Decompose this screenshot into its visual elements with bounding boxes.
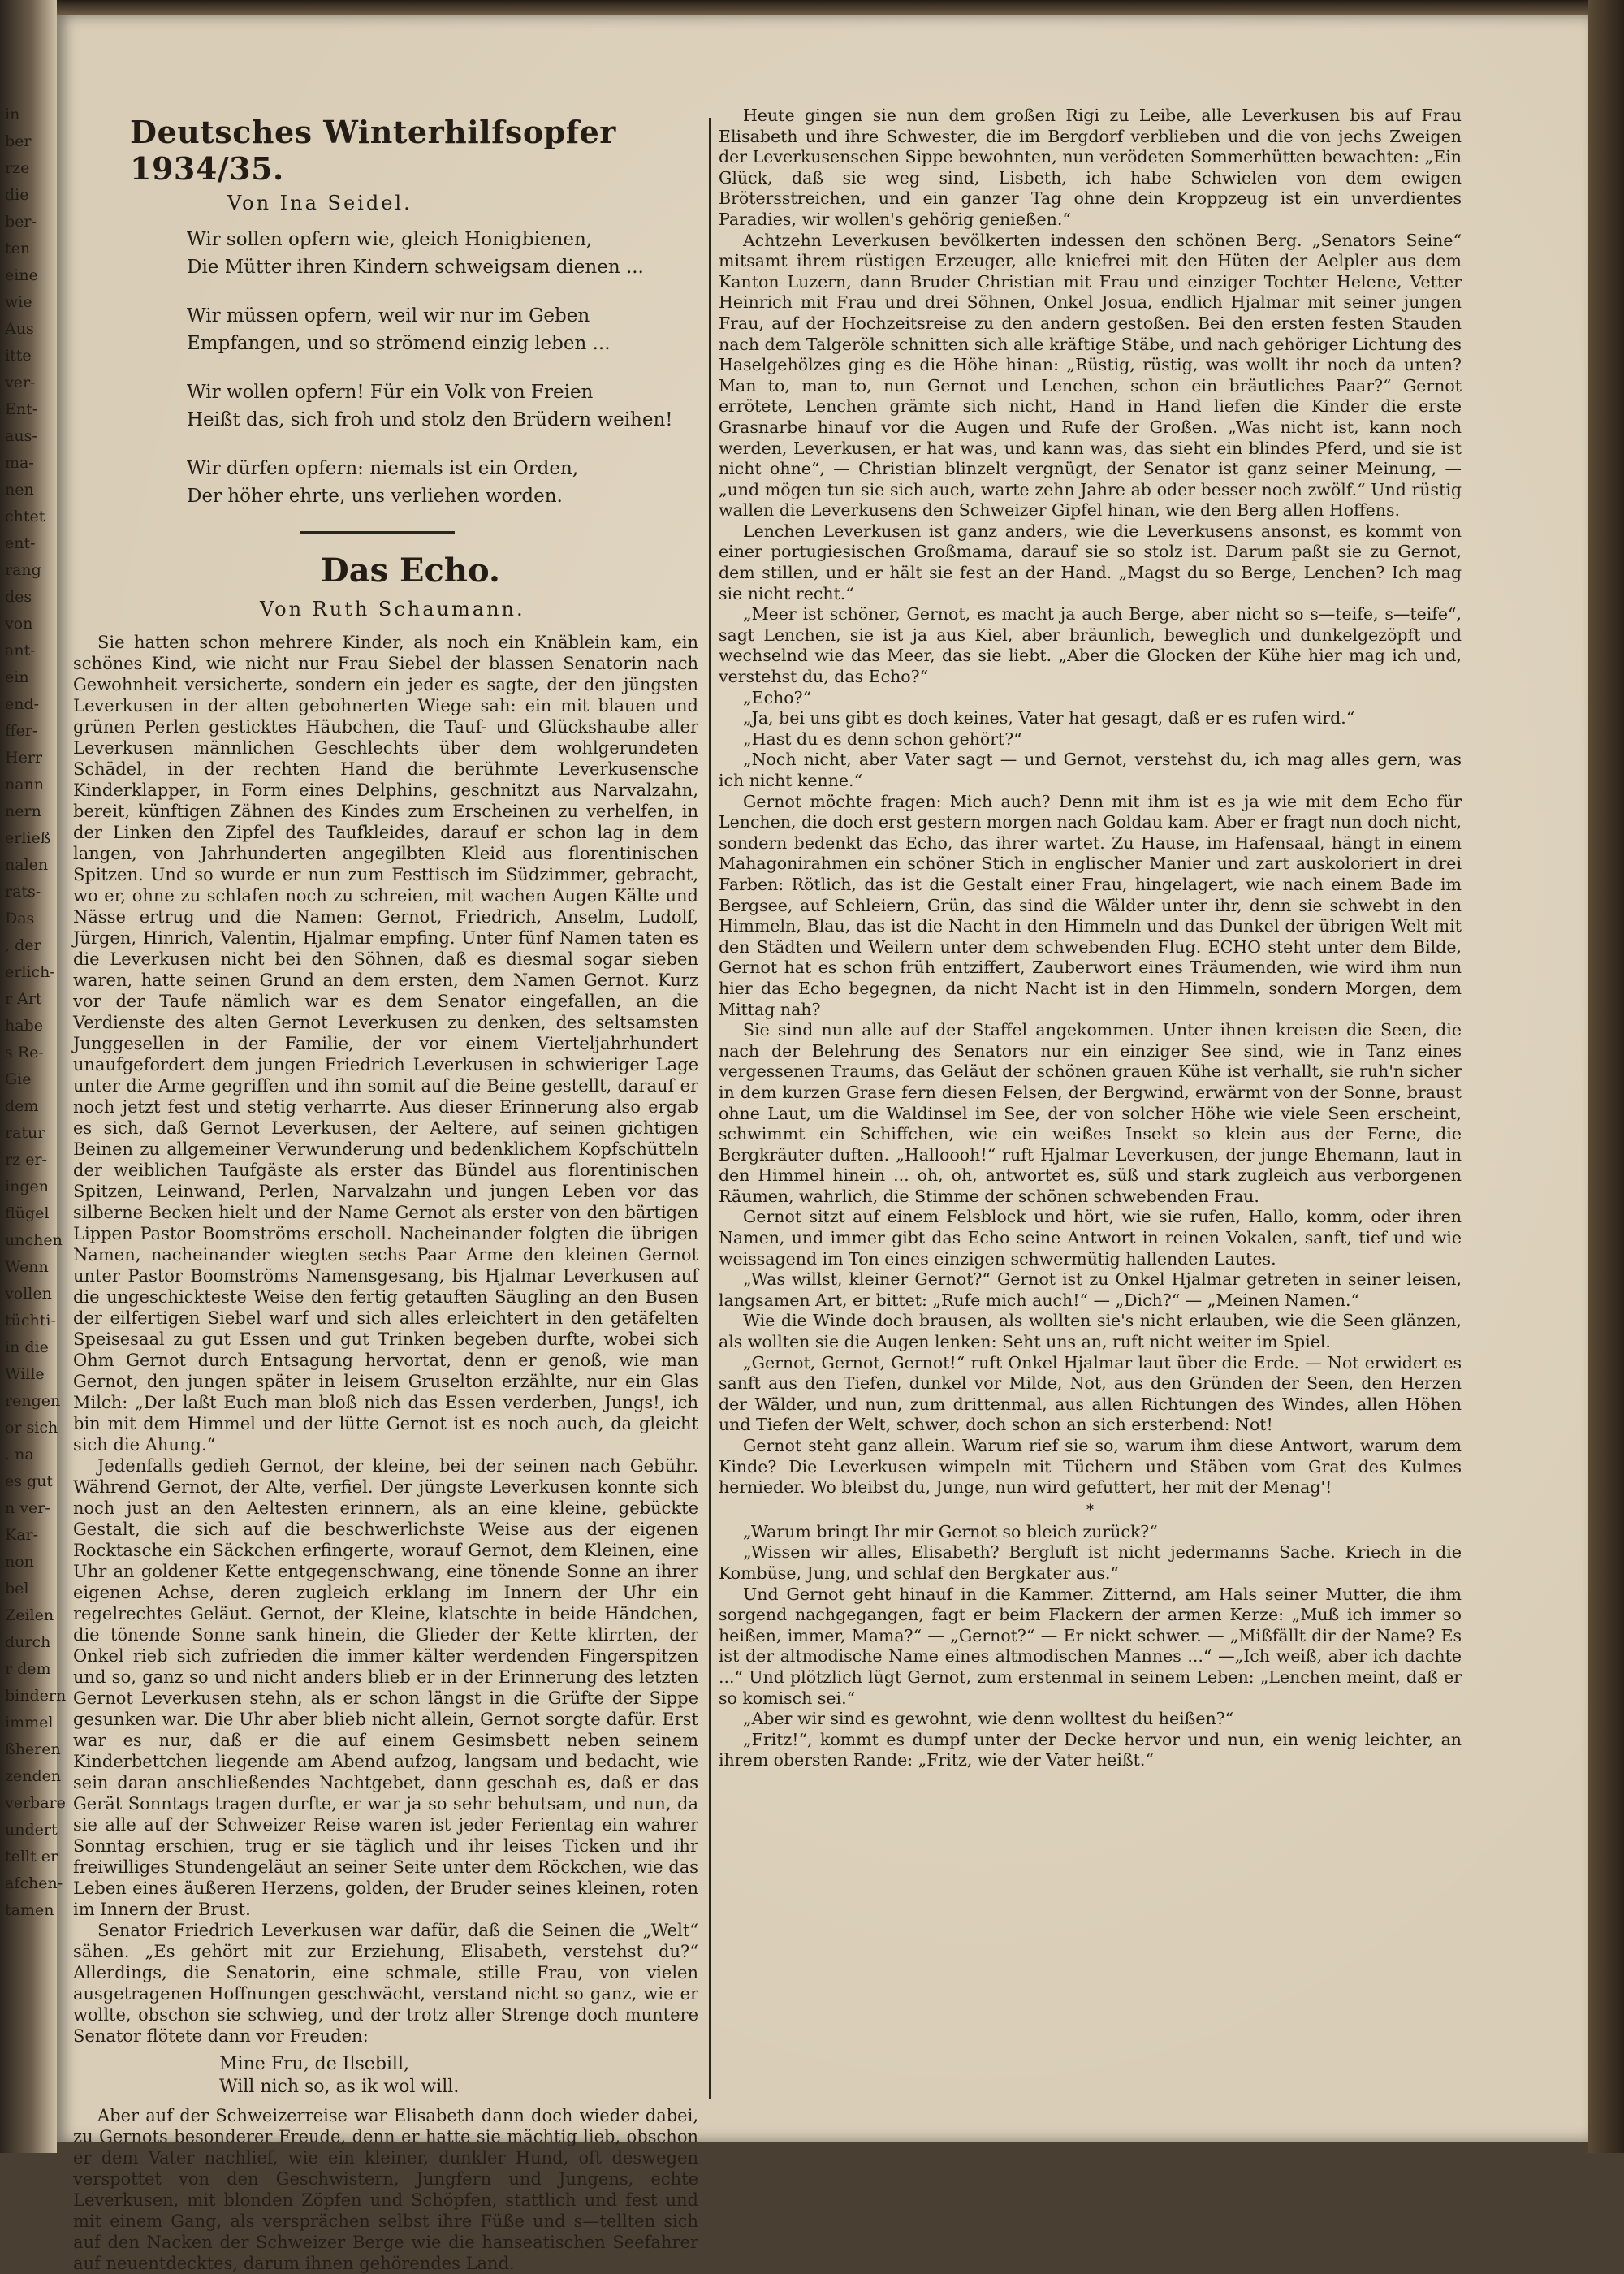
poem-stanza: [187, 378, 698, 434]
story-paragraph: Lenchen Leverkusen ist ganz anders, wie die Leverkusens ansonst, es kommt von einer portugiesischen Großmama, darauf sie so stolz ist. Darum paßt sie zu Gernot, dem stillen, und er hält sie fest an der Hand. „Magst du so Berge, Lenchen? Ich mag sie nicht recht.“: [719, 521, 1462, 603]
story-right-text: [719, 106, 1462, 1498]
margin-fragment: bindern: [5, 1687, 67, 1705]
margin-fragment: ffer-: [5, 722, 38, 740]
poem-line: Empfangen, und so strömend einzig leben ...: [187, 333, 611, 354]
margin-fragment: in die: [5, 1338, 49, 1356]
verse-line: Will nich so, as ik wol will.: [219, 2077, 460, 2097]
margin-fragment: or sich: [5, 1419, 58, 1437]
section-separator: *: [1086, 1501, 1094, 1519]
story-paragraph: Sie sind nun alle auf der Staffel angekommen. Unter ihnen kreisen die Seen, die nach der Belehrung des Senators nur ein einziger See sind, wie in Tanz eines vergessenen Traums, das Geläut der schönen grauen Kühe ist verhallt, sie ruh'n sicher in dem kurzen Grase fern diesen Felsen, der Bergwind, erwärmt von der Sonne, braust ohne Laut, um die Waldinsel im See, der von solcher Höhe wie viele Seen erscheint, schwimmt ein Schiffchen, wie ein weißes Insekt so klein aus der Ferne, die Bergkräuter duften. „Halloooh!“ ruft Hjalmar Leverkusen, der junge Ehemann, laut in den Himmel hinein ... oh, oh, antwortet es, süß und stark zugleich aus verborgenen Räumen, wahrlich, die Stimme der schönen schwebenden Frau.: [719, 1020, 1462, 1206]
margin-fragment: bel: [5, 1580, 29, 1597]
margin-fragment: rang: [5, 561, 41, 579]
right-board: [1588, 0, 1624, 2153]
margin-fragment: ent-: [5, 534, 36, 552]
margin-fragment: aus-: [5, 427, 37, 445]
margin-fragment: ein: [5, 668, 29, 686]
poem-line: Der höher ehrte, uns verliehen worden.: [187, 486, 563, 507]
margin-fragment: dem: [5, 1097, 39, 1115]
story-paragraph: „Wissen wir alles, Elisabeth? Bergluft ist nicht jedermanns Sache. Kriech in die Kombüse, Jung, und schlaf den Bergkater aus.“: [719, 1542, 1462, 1583]
margin-fragment: Ent-: [5, 400, 38, 418]
poem-stanza: [187, 455, 698, 510]
story-left-text-continued: [73, 2105, 698, 2274]
poem-line: Wir dürfen opfern: niemals ist ein Orden,: [187, 458, 579, 479]
left-column: [73, 106, 698, 2273]
verse-line: Mine Fru, de Ilsebill,: [219, 2054, 409, 2074]
story-paragraph: Senator Friedrich Leverkusen war dafür, daß die Seinen die „Welt“ sähen. „Es gehört mit zur Erziehung, Elisabeth, verstehst du?“ Allerdings, die Senatorin, eine schmale, stille Frau, von vielen ausgetragenen Hoffnungen geschwächt, verstand nicht so ganz, wie er wollte, obschon sie schwieg, und der trotz aller Strenge doch muntere Senator flötete dann vor Freuden:: [73, 1921, 698, 2046]
story-paragraph: „Warum bringt Ihr mir Gernot so bleich zurück?“: [743, 1521, 1158, 1541]
story-paragraph: Achtzehn Leverkusen bevölkerten indessen den schönen Berg. „Senators Seine“ mitsamt ihrem rüstigen Erzeuger, alle kniefrei mit den Hüten der Aelpler aus dem Kanton Luzern, dann Bruder Christian mit Frau und einziger Tochter Helene, Vetter Heinrich mit Frau und drei Söhnen, Onkel Josua, endlich Hjalmar mit seiner jungen Frau, auf der Hochzeitsreise zu den andern gestoßen. Bei den ersten festen Stauden nach dem Talgeröle schnitten sich alle kräftige Stäbe, und nach gehöriger Lichtung des Haselgehölzes ging es die Höhe hinan: „Rüstig, rüstig, was wollt ihr noch da unten? Man to, man to, nun Gernot und Lenchen, schon ein bräutliches Paar?“ Gernot errötete, Lenchen grämte sich nicht, Hand in Hand liefen die Kinder die erste Grasnarbe hinauf vor die Augen und Rufe der Großen. „Was nicht ist, kann noch werden, Leverkusen, er hat was, und kann was, das sieht ein blindes Pferd, und sie ist nicht ohne“, — Christian blinzelt vergnügt, der Senator ist ganz seiner Meinung, — „und mögen tun sie sich auch, warte zehn Jahre ab oder besser noch zwölf.“ Und rüstig wallen die Leverkusens den Schweizer Gipfel hinan, wie den Berg allen Hoffens.: [719, 230, 1462, 521]
margin-fragment: rz er-: [5, 1151, 47, 1169]
margin-fragment: nalen: [5, 856, 49, 874]
story-paragraph: „Was willst, kleiner Gernot?“ Gernot ist zu Onkel Hjalmar getreten in seiner leisen, langsamen Art, er bittet: „Rufe mich auch!“ — „Dich?“ — „Meinen Namen.“: [719, 1269, 1462, 1310]
margin-fragment: ant-: [5, 642, 36, 659]
margin-fragment: verbare: [5, 1794, 66, 1812]
margin-fragment: die: [5, 186, 29, 204]
margin-fragment: Wenn: [5, 1258, 49, 1276]
margin-fragment: non: [5, 1553, 34, 1571]
margin-fragment: n ver-: [5, 1499, 50, 1517]
story-left-text: [73, 632, 698, 2047]
margin-fragment: durch: [5, 1633, 51, 1651]
margin-fragment: nann: [5, 776, 45, 793]
margin-fragment: Zeilen: [5, 1606, 54, 1624]
story-paragraph: „Aber wir sind es gewohnt, wie denn wolltest du heißen?“: [743, 1709, 1234, 1729]
margin-fragment: nen: [5, 481, 34, 499]
story-paragraph: „Noch nicht, aber Vater sagt — und Gernot, verstehst du, ich mag alles gern, was ich nicht kenne.“: [719, 750, 1462, 790]
margin-fragment: Kar-: [5, 1526, 39, 1544]
story-paragraph: „Meer ist schöner, Gernot, es macht ja auch Berge, aber nicht so s—teife, s—teife“, sagt Lenchen, sie ist ja aus Kiel, aber bräunlich, beweglich und dunkelgezöpft und wechselnd wie das Meer, das sie liebt. „Aber die Glocken der Kühe hier mag ich und, verstehst du, das Echo?“: [719, 604, 1462, 687]
margin-fragment: ma-: [5, 454, 34, 472]
margin-fragment: r dem: [5, 1660, 51, 1678]
story-paragraph: „Hast du es denn schon gehört?“: [743, 728, 1022, 749]
poem-byline: Von Ina Seidel.: [227, 192, 412, 214]
story-paragraph: „Fritz!“, kommt es dumpf unter der Decke hervor und nun, ein wenig leichter, an ihrem obersten Rande: „Fritz, wie der Vater heißt.“: [719, 1729, 1462, 1770]
margin-fragment: , der: [5, 936, 41, 954]
story-paragraph: „Ja, bei uns gibt es doch keines, Vater hat gesagt, daß er es rufen wird.“: [743, 708, 1355, 728]
margin-fragment: Wille: [5, 1365, 45, 1383]
poem-line: Wir wollen opfern! Für ein Volk von Freien: [187, 382, 594, 403]
poem-stanza: [187, 226, 698, 281]
margin-fragment: rats-: [5, 883, 41, 901]
poem-title: Deutsches Winterhilfsopfer 1934/35.: [130, 114, 616, 187]
margin-fragment: es gut: [5, 1472, 54, 1490]
margin-fragment: zenden: [5, 1767, 62, 1785]
poem-line: Wir müssen opfern, weil wir nur im Geben: [187, 305, 590, 326]
margin-fragment: eine: [5, 266, 38, 284]
margin-fragment: tellt er: [5, 1848, 58, 1865]
margin-fragment: wie: [5, 293, 32, 311]
margin-fragment: erließ: [5, 829, 51, 847]
previous-page-margin: [0, 0, 67, 2153]
margin-fragment: s Re-: [5, 1044, 44, 1061]
poem-stanza: [187, 302, 698, 357]
margin-fragment: des: [5, 588, 32, 606]
story-paragraph: „Gernot, Gernot, Gernot!“ ruft Onkel Hjalmar laut über die Erde. — Not erwidert es sanft aus den Tiefen, dunkel vor Milde, Not, aus den Gründen der Seen, den Herzen der Wälder, und nun, zum drittenmal, aus allen Richtungen des Windes, allen Höhen und Tiefen der Welt, schwer, doch schon an sich ersterbend: Not!: [719, 1352, 1462, 1435]
story-paragraph: Gernot möchte fragen: Mich auch? Denn mit ihm ist es ja wie mit dem Echo für Lenchen, die doch erst gestern morgen nach Goldau kam. Aber er fragt nun doch nicht, sondern bedenkt das Echo, das ihrer wartet. Zu Hause, im Hafensaal, hängt in einem Mahagonirahmen ein schöner Stich in englischer Manier und zart auskoloriert in drei Farben: Rötlich, das ist die Gestalt einer Frau, hingelagert, wie nach einem Bade im Bergsee, auf Schleiern, Grün, das sind die Wälder unter ihr, denn sie schwebt in den Himmeln, Blau, das ist die Nacht in den Himmeln und das Dunkel der übrigen Welt mit den Städten und Weilern unter dem schwebenden Flug. ECHO steht unter dem Bilde, Gernot hat es schon früh entziffert, Zauberwort eines Träumenden, wie wird ihm nun hier das Echo begegnen, da nicht Nacht ist in den Himmeln, sondern Morgen, dem Mittag nah?: [719, 791, 1462, 1019]
margin-fragment: Herr: [5, 749, 42, 767]
margin-fragment: ingen: [5, 1178, 49, 1195]
margin-fragment: tamen: [5, 1901, 54, 1919]
story-paragraph: Aber auf der Schweizerreise war Elisabeth dann doch wieder dabei, zu Gernots besonderer Freude, denn er hatte sie mächtig lieb, obschon er dem Vater nachlief, wie ein kleiner, dunkler Hund, oft deswegen verspottet von den Geschwistern, Jungfern und Jungens, echte Leverkusen, mit blonden Zöpfen und Schöpfen, stattlich und fest und mit einem Gang, als versprächen selbst ihre Füße und s—tellten sich auf den Nacken der Schweizer Berge wie die hanseatischen Seefahrer auf neuentdecktes, darum ihnen gehörendes Land.: [73, 2106, 698, 2273]
margin-fragment: rze: [5, 159, 30, 177]
story-paragraph: Gernot sitzt auf einem Felsblock und hört, wie sie rufen, Hallo, komm, oder ihren Namen, und immer gibt das Echo seine Antwort in reinen Vokalen, sanft, tief und wie weissagend im Ton eines einzigen schwermütig hallenden Lautes.: [719, 1207, 1462, 1269]
margin-fragment: itte: [5, 347, 32, 365]
margin-fragment: afchen-: [5, 1874, 63, 1892]
margin-fragment: Aus: [5, 320, 34, 338]
story-paragraph: Heute gingen sie nun dem großen Rigi zu Leibe, alle Leverkusen bis auf Frau Elisabeth und ihre Schwester, die im Bergdorf verblieben und die von jechs Zweigen der Leverkusenschen Sippe bewohnten, nun verödeten Sommerhütten bewachten: „Ein Glück, daß sie weg sind, Lisbeth, ich habe Schwielen von dem ewigen Brötersstreichen, und ein ganzer Tag ohne dein Kroppzeug ist ein unverdientes Paradies, wir wollen's gehörig genießen.“: [719, 106, 1462, 229]
margin-fragment: habe: [5, 1017, 43, 1035]
margin-fragment: tüchti-: [5, 1312, 56, 1329]
margin-fragment: ver-: [5, 374, 36, 391]
poem-line: Die Mütter ihren Kindern schweigsam dienen ...: [187, 257, 644, 278]
column-rule: [709, 118, 711, 2099]
story-paragraph: Wie die Winde doch brausen, als wollten sie's nicht erlauben, wie die Seen glänzen, als wollten sie die Augen lenken: Seht uns an, ruft nicht weiter im Spiel.: [719, 1311, 1462, 1352]
margin-fragment: . na: [5, 1446, 34, 1463]
poem-stanzas: [73, 226, 698, 510]
margin-fragment: ratur: [5, 1124, 45, 1142]
margin-fragment: erlich-: [5, 963, 55, 981]
margin-fragment: ßheren: [5, 1740, 61, 1758]
margin-fragment: immel: [5, 1714, 54, 1731]
story-paragraph: Jedenfalls gedieh Gernot, der kleine, bei der seinen nach Gebühr. Während Gernot, der Alte, verfiel. Der jüngste Leverkusen konnte sich noch just an den Aeltesten erinnern, als an eine kleine, gebückte Gestalt, die sich auf die beschwerlichste Weise aus der eigenen Rocktasche ein Säckchen erfingerte, worauf Gernot, dem Kleinen, eine Uhr an goldener Kette entgegenschwang, eine tönende Sonne an ihrer eigenen Achse, deren zugleich erklang im Innern der Uhr ein regelrechtes Geläut. Gernot, der Kleine, klatschte in beide Händchen, die tönende Sonne sank hinein, die Glieder der Kette klirrten, der Onkel rieb sich zufrieden die immer kälter werdenden Fingerspitzen und so, ganz so und nicht anders blieb er in der Erinnerung des letzten Gernot Leverkusen stehn, als er schon längst in die Grüfte der Sippe gesunken war. Die Uhr aber blieb nicht allein, Gernot sorgte dafür. Erst war es nur, daß er die auf einem Gesimsbett neben seinem Kinderbettchen liegende am Abend aufzog, langsam und bedacht, wie sein daran anschließendes Nachtgebet, dann geschah es, daß er das Gerät Sonntags tragen durfte, er war ja so sehr behutsam, und nun, da sie alle auf der Schweizer Reise waren ist jeder Ferientag ein wahrer Sonntag erschien, trug er sie täglich und ihr leises Ticken und ihr freiwilliges Stundengeläut an seiner Seite unter dem Röckchen, wie das Leben eines äußeren Herzens, golden, der Bruder seines kleinen, roten im Innern der Brust.: [73, 1456, 698, 1919]
story-verse: [219, 2053, 698, 2099]
story-paragraph: „Echo?“: [743, 687, 812, 707]
margin-fragment: Gie: [5, 1070, 32, 1088]
story-byline: Von Ruth Schaumann.: [260, 598, 525, 620]
margin-fragment: ten: [5, 240, 31, 257]
margin-fragment: unchen: [5, 1231, 63, 1249]
margin-fragment: ber-: [5, 213, 37, 231]
margin-fragment: r Art: [5, 990, 42, 1008]
margin-fragment: end-: [5, 695, 40, 713]
story-paragraph: Und Gernot geht hinauf in die Kammer. Zitternd, am Hals seiner Mutter, die ihm sorgend nachgegangen, fagt er beim Flackern der armen Kerze: „Muß ich immer so heißen, immer, Mama?“ — „Gernot?“ — Er nickt schwer. — „Mißfällt dir der Name? Es ist der altmodische Name eines altmodischen Mannes ...“ —„Ich weiß, aber ich dachte ...“ Und plötzlich lügt Gernot, zum erstenmal in seinem Leben: „Lenchen meint, daß er so komisch sei.“: [719, 1584, 1462, 1708]
story-paragraph: Gernot steht ganz allein. Warum rief sie so, warum ihm diese Antwort, warum dem Kinde? Die Leverkusen wimpeln mit Tüchern und Stäben vom Grat des Kulmes hernieder. Wo bleibst du, Junge, nun wird gefuttert, her mit der Menag'!: [719, 1436, 1462, 1498]
margin-fragment: vollen: [5, 1285, 52, 1303]
divider-rule: [300, 531, 455, 534]
margin-fragment: rengen: [5, 1392, 61, 1410]
poem-line: Heißt das, sich froh und stolz den Brüdern weihen!: [187, 409, 673, 430]
right-column: [719, 106, 1462, 2136]
story-right-text-continued: [719, 1522, 1462, 1771]
margin-fragment: von: [5, 615, 33, 633]
margin-fragment: Das: [5, 910, 35, 927]
margin-fragment: undert: [5, 1821, 58, 1839]
top-edge: [57, 0, 1588, 15]
poem-line: Wir sollen opfern wie, gleich Honigbienen,: [187, 229, 593, 250]
margin-fragment: chtet: [5, 508, 45, 525]
margin-fragment: in: [5, 106, 20, 123]
story-paragraph: Sie hatten schon mehrere Kinder, als noch ein Knäblein kam, ein schönes Kind, wie nicht nur Frau Siebel der blassen Senatorin nach Gewohnheit versicherte, sondern ein jeder es sagte, der den jüngsten Leverkusen in der alten gebohnerten Wiege sah: ein mit blauen und grünen Perlen gesticktes Häubchen, die Tauf- und Glückshaube aller Leverkusen männlichen Geschlechts über dem wohlgerundeten Schädel, in der rechten Hand die berühmte Leverkusensche Kinderklapper, in Form eines Delphins, geschnitzt aus Narvalzahn, bereit, künftigen Zähnen des Kindes zum Erscheinen zu verhelfen, in der Linken den Zipfel des Taufkleides, darauf er schon lag in dem langen, von Jahrhunderten angegilbten Kleid aus florentinischen Spitzen. Und so wurde er nun zum Festtisch im Südzimmer, gebracht, wo er, ohne zu schlafen noch zu schreien, mit wachen Augen Kälte und Nässe ertrug und die Namen: Gernot, Friedrich, Anselm, Ludolf, Jürgen, Hinrich, Valentin, Hjalmar empfing. Unter fünf Namen taten es die Leverkusen nicht bei den Söhnen, daß es diesmal sogar sieben waren, hatte seinen Grund an dem ersten, dem Namen Gernot. Kurz vor der Taufe nämlich war es dem Senator eingefallen, an die Verdienste des alten Gernot Leverkusen zu denken, des seltsamsten Junggesellen in der Familie, der vor einem Vierteljahrhundert unaufgefordert dem jungen Friedrich Leverkusen in schwieriger Lage unter die Arme gegriffen und ihn somit auf die Beine gestellt, darauf er noch jetzt fest und stetig verharrte. Aus dieser Erinnerung also ergab es sich, daß Gernot Leverkusen, der Aeltere, auf seinen gichtigen Beinen zu allgemeiner Verwunderung und bedenklichem Kopfschütteln der weiblichen Taufgäste als erster das Bündel aus florentinischen Spitzen, Leinwand, Perlen, Narvalzahn und jungen Leben vor das silberne Becken hielt und der Name Gernot als erster von den bärtigen Lippen Pastor Boomströms erscholl. Nacheinander folgten die übrigen Namen, nacheinander wiegten sechs Paar Arme den kleinen Gernot unter Pastor Boomströms Namensgesang, bis Hjalmar Leverkusen auf die ungeschickteste Weise den fertig getauften Säugling an den Busen der eilfertigen Siebel warf und sich alles erleichtert in den getäfelten Speisesaal zu gut Essen und gut Trinken begeben durfte, wobei sich Ohm Gernot durch Entsagung hervortat, denn er genoß, wie man Gernot, den jungen später in leisem Gruselton erzählte, nur ein Glas Milch: „Der laßt Euch man bloß nich das Essen verderben, Jungs!, ich bin mit dem Himmel und der lütte Gernot ist es noch auch, da gleicht sich die Ahung.“: [73, 633, 698, 1455]
margin-fragment: nern: [5, 802, 41, 820]
margin-fragment: flügel: [5, 1204, 50, 1222]
story-title: Das Echo.: [321, 551, 500, 590]
margin-fragment: ber: [5, 132, 32, 150]
